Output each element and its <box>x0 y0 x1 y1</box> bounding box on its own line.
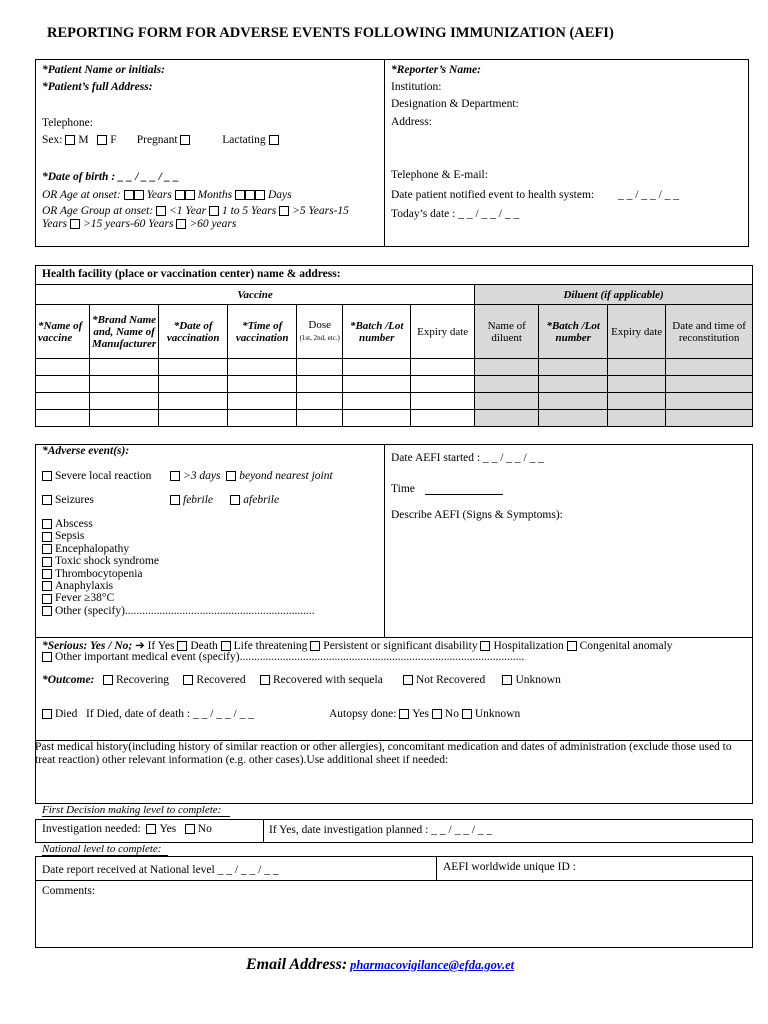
national-row-divider <box>35 880 753 881</box>
list-item <box>42 530 315 542</box>
facility-label: Health facility (place or vaccination center) name & address: <box>42 268 341 280</box>
died-label: Died <box>55 708 78 720</box>
thrombocytopenia-label: Thrombocytopenia <box>55 567 143 580</box>
beyond-joint-checkbox[interactable] <box>226 471 236 481</box>
unknown-label: Unknown <box>515 674 561 686</box>
serious-label: *Serious: Yes / No; <box>42 640 133 652</box>
death-checkbox[interactable] <box>177 641 187 651</box>
dose-label: Dose <box>308 319 331 331</box>
other-label: Other (specify).................................................................. <box>55 604 315 617</box>
col-time-vaccination: *Time of vaccination <box>228 305 297 359</box>
date-started-label: Date AEFI started : _ _ / _ _ / _ _ <box>391 452 544 464</box>
investigation-no-label: No <box>197 823 212 835</box>
arrow-right-icon: ➔ <box>135 640 145 652</box>
sex-row <box>42 134 282 146</box>
table-cell[interactable] <box>343 393 411 410</box>
national-label: National level to complete: <box>42 843 162 855</box>
age-days-box-3[interactable] <box>255 190 265 200</box>
sex-f-checkbox[interactable] <box>97 135 107 145</box>
sequela-label: Recovered with sequela <box>272 674 383 686</box>
if-yes-label: If Yes <box>147 640 175 652</box>
adverse-heading: *Adverse event(s): <box>42 445 130 457</box>
age-years-box-2[interactable] <box>134 190 144 200</box>
not-recovered-label: Not Recovered <box>415 674 486 686</box>
table-cell[interactable] <box>539 359 608 376</box>
email-label: Email Address: <box>246 956 348 973</box>
investigation-label: Investigation needed: <box>42 823 141 835</box>
death-label: Death <box>190 640 218 652</box>
age-gt15-label: >15 years-60 Years <box>83 218 174 230</box>
table-cell[interactable] <box>297 393 343 410</box>
toxic-shock-checkbox[interactable] <box>42 557 52 567</box>
days-label: Days <box>267 189 292 201</box>
investigation-no-checkbox[interactable] <box>185 824 195 834</box>
list-item <box>42 555 315 567</box>
table-cell[interactable] <box>539 393 608 410</box>
age-gt5-label: >5 Years-15 <box>292 205 349 217</box>
section-divider <box>384 59 385 247</box>
toxic-shock-label: Toxic shock syndrome <box>55 555 159 568</box>
febrile-label: febrile <box>183 494 214 506</box>
table-cell[interactable] <box>297 376 343 393</box>
investigation-yes-label: Yes <box>159 823 177 835</box>
vaccine-table <box>35 284 753 427</box>
severe-local-label: Severe local reaction <box>55 470 152 482</box>
table-cell[interactable] <box>411 410 475 427</box>
table-cell[interactable] <box>159 410 228 427</box>
table-cell[interactable] <box>36 393 90 410</box>
table-cell[interactable] <box>90 393 159 410</box>
date-notified-field[interactable]: _ _ / _ _ / _ _ <box>618 189 680 201</box>
reporter-name-label: *Reporter’s Name: <box>391 64 481 76</box>
age-onset-row <box>42 189 292 201</box>
other-medical-row <box>42 651 524 663</box>
col-brand-name: *Brand Name and, Name of Manufacturer <box>90 305 159 359</box>
table-cell[interactable] <box>411 359 475 376</box>
febrile-checkbox[interactable] <box>170 495 180 505</box>
autopsy-yes-checkbox[interactable] <box>399 709 409 719</box>
col-date-vaccination: *Date of vaccination <box>159 305 228 359</box>
years-label-2: Years <box>42 218 68 230</box>
table-cell[interactable] <box>411 376 475 393</box>
table-cell[interactable] <box>297 359 343 376</box>
list-item <box>42 568 315 580</box>
sex-m-checkbox[interactable] <box>65 135 75 145</box>
afebrile-checkbox[interactable] <box>230 495 240 505</box>
autopsy-row <box>329 708 520 720</box>
table-cell[interactable] <box>36 410 90 427</box>
first-decision-label: First Decision making level to complete: <box>42 804 222 816</box>
sex-f-label: F <box>110 134 117 146</box>
col-batch-lot: *Batch /Lot number <box>343 305 411 359</box>
age-gt5-checkbox[interactable] <box>279 206 289 216</box>
disability-label: Persistent or significant disability <box>323 640 478 652</box>
thrombocytopenia-checkbox[interactable] <box>42 569 52 579</box>
months-label: Months <box>197 189 233 201</box>
patient-telephone-label: Telephone: <box>42 117 93 129</box>
email-row <box>246 956 514 974</box>
age-gt60-label: >60 years <box>189 218 237 230</box>
table-cell[interactable] <box>343 359 411 376</box>
table-cell[interactable] <box>475 410 539 427</box>
abscess-checkbox[interactable] <box>42 519 52 529</box>
adverse-list <box>42 518 315 617</box>
outcome-row <box>42 674 561 686</box>
age-group-label: OR Age Group at onset: <box>42 205 154 217</box>
table-cell[interactable] <box>475 359 539 376</box>
table-cell[interactable] <box>90 359 159 376</box>
reporter-address-label: Address: <box>391 116 432 128</box>
severe-local-checkbox[interactable] <box>42 471 52 481</box>
institution-label: Institution: <box>391 81 442 93</box>
age-lt1-checkbox[interactable] <box>156 206 166 216</box>
table-cell[interactable] <box>159 376 228 393</box>
life-threatening-checkbox[interactable] <box>221 641 231 651</box>
unique-id-label: AEFI worldwide unique ID : <box>443 861 576 873</box>
table-row <box>36 359 753 376</box>
adverse-divider <box>384 444 385 637</box>
not-recovered-checkbox[interactable] <box>403 675 413 685</box>
table-cell[interactable] <box>36 359 90 376</box>
sepsis-label: Sepsis <box>55 530 85 543</box>
anaphylaxis-checkbox[interactable] <box>42 581 52 591</box>
recovering-label: Recovering <box>116 674 170 686</box>
table-cell[interactable] <box>228 359 297 376</box>
table-cell[interactable] <box>343 376 411 393</box>
list-item <box>42 518 315 530</box>
age-group-row-2 <box>42 218 236 230</box>
date-notified-label: Date patient notified event to health system: <box>391 189 595 201</box>
died-date-label: If Died, date of death : _ _ / _ _ / _ _ <box>85 708 254 720</box>
investigation-planned-label: If Yes, date investigation planned : _ _ / _ _ / _ _ <box>269 824 493 836</box>
vaccine-header: Vaccine <box>36 285 475 305</box>
other-checkbox[interactable] <box>42 606 52 616</box>
table-cell[interactable] <box>228 376 297 393</box>
autopsy-no-label: No <box>444 708 459 720</box>
table-cell[interactable] <box>666 410 753 427</box>
disability-checkbox[interactable] <box>310 641 320 651</box>
table-row <box>36 393 753 410</box>
time-field[interactable] <box>425 494 503 495</box>
died-checkbox[interactable] <box>42 709 52 719</box>
life-threatening-label: Life threatening <box>233 640 308 652</box>
other-medical-label: Other important medical event (specify)................................................................................................... <box>55 651 525 663</box>
gt3days-row <box>170 470 333 482</box>
gt3days-checkbox[interactable] <box>170 471 180 481</box>
table-row <box>36 410 753 427</box>
table-row <box>36 376 753 393</box>
describe-label: Describe AEFI (Signs & Symptoms): <box>391 509 563 521</box>
age-lt1-label: <1 Year <box>169 205 207 217</box>
severe-local-row <box>42 470 151 482</box>
outcome-label: *Outcome: <box>42 674 95 686</box>
encephalopathy-checkbox[interactable] <box>42 544 52 554</box>
dose-sub-label: (1st, 2nd, etc.) <box>299 334 340 342</box>
col-dose <box>297 305 343 359</box>
comments-label: Comments: <box>42 885 96 897</box>
col-diluent-name: Name of diluent <box>475 305 539 359</box>
seizures-label: Seizures <box>55 494 94 506</box>
autopsy-unknown-checkbox[interactable] <box>462 709 472 719</box>
table-cell[interactable] <box>608 359 666 376</box>
age-days-box-1[interactable] <box>235 190 245 200</box>
congenital-checkbox[interactable] <box>567 641 577 651</box>
hospitalization-checkbox[interactable] <box>480 641 490 651</box>
age-months-box-1[interactable] <box>175 190 185 200</box>
table-cell[interactable] <box>666 376 753 393</box>
investigation-yes-checkbox[interactable] <box>146 824 156 834</box>
unknown-checkbox[interactable] <box>502 675 512 685</box>
patient-name-label: *Patient Name or initials: <box>42 64 165 76</box>
col-diluent-batch: *Batch /Lot number <box>539 305 608 359</box>
fever-label: Fever ≥38°C <box>55 592 115 605</box>
autopsy-unknown-label: Unknown <box>474 708 521 720</box>
age-1to5-label: 1 to 5 Years <box>221 205 277 217</box>
autopsy-no-checkbox[interactable] <box>432 709 442 719</box>
table-cell[interactable] <box>411 393 475 410</box>
col-diluent-expiry: Expiry date <box>608 305 666 359</box>
table-cell[interactable] <box>666 393 753 410</box>
age-years-box-1[interactable] <box>124 190 134 200</box>
recovered-label: Recovered <box>196 674 246 686</box>
other-medical-checkbox[interactable] <box>42 652 52 662</box>
table-cell[interactable] <box>475 376 539 393</box>
table-cell[interactable] <box>90 376 159 393</box>
age-months-box-2[interactable] <box>185 190 195 200</box>
recovered-checkbox[interactable] <box>183 675 193 685</box>
age-onset-label: OR Age at onset: <box>42 189 121 201</box>
today-date-label: Today’s date : _ _ / _ _ / _ _ <box>391 208 520 220</box>
time-label: Time <box>391 483 415 495</box>
list-item <box>42 605 315 617</box>
encephalopathy-label: Encephalopathy <box>55 542 130 555</box>
table-cell[interactable] <box>343 410 411 427</box>
email-link[interactable]: pharmacovigilance@efda.gov.et <box>350 958 515 972</box>
sex-label: Sex: <box>42 134 63 146</box>
afebrile-label: afebrile <box>243 494 280 506</box>
age-group-row <box>42 205 349 217</box>
lactating-checkbox[interactable] <box>269 135 279 145</box>
national-col-divider <box>436 856 437 880</box>
died-row <box>42 708 254 720</box>
autopsy-label: Autopsy done: <box>329 708 397 720</box>
table-cell[interactable] <box>159 393 228 410</box>
col-reconstitution: Date and time of reconstitution <box>666 305 753 359</box>
table-cell[interactable] <box>608 376 666 393</box>
date-received-label: Date report received at National level _ _ / _ _ / _ _ <box>42 864 279 876</box>
investigation-divider <box>263 819 264 843</box>
dob-label: *Date of birth : _ _ / _ _ / _ _ <box>42 171 180 183</box>
past-history-label: Past medical history(including history of similar reaction or other allergies), concomitant medication and dates of administration (exclude those used to treat reaction) other relevant information (e.g. other cases).Use additional sheet if needed: <box>35 741 732 766</box>
age-gt60-checkbox[interactable] <box>176 219 186 229</box>
age-1to5-checkbox[interactable] <box>209 206 219 216</box>
diluent-header: Diluent (if applicable) <box>475 285 753 305</box>
congenital-label: Congenital anomaly <box>579 640 673 652</box>
age-days-box-2[interactable] <box>245 190 255 200</box>
lactating-label: Lactating <box>222 134 266 146</box>
table-cell[interactable] <box>36 376 90 393</box>
table-cell[interactable] <box>228 393 297 410</box>
list-item <box>42 592 315 604</box>
table-cell[interactable] <box>159 359 228 376</box>
table-cell[interactable] <box>608 410 666 427</box>
autopsy-yes-label: Yes <box>412 708 430 720</box>
pregnant-label: Pregnant <box>136 134 178 146</box>
abscess-label: Abscess <box>55 518 93 530</box>
table-cell[interactable] <box>297 410 343 427</box>
febrile-row <box>170 494 279 506</box>
reporter-telephone-label: Telephone & E-mail: <box>391 169 488 181</box>
years-label: Years <box>146 189 172 201</box>
beyond-joint-label: beyond nearest joint <box>239 470 333 482</box>
table-cell[interactable] <box>666 359 753 376</box>
table-cell[interactable] <box>539 410 608 427</box>
col-vaccine-name: *Name of vaccine <box>36 305 90 359</box>
sex-m-label: M <box>78 134 89 146</box>
form-title: REPORTING FORM FOR ADVERSE EVENTS FOLLOWING IMMUNIZATION (AEFI) <box>47 25 614 41</box>
investigation-needed-row <box>42 823 212 835</box>
designation-label: Designation & Department: <box>391 98 519 110</box>
seizures-row <box>42 494 94 506</box>
hospitalization-label: Hospitalization <box>493 640 564 652</box>
table-cell[interactable] <box>539 376 608 393</box>
serious-row <box>42 638 673 652</box>
table-cell[interactable] <box>608 393 666 410</box>
patient-address-label: *Patient’s full Address: <box>42 81 153 93</box>
fever-checkbox[interactable] <box>42 594 52 604</box>
sepsis-checkbox[interactable] <box>42 532 52 542</box>
list-item <box>42 543 315 555</box>
table-cell[interactable] <box>90 410 159 427</box>
anaphylaxis-label: Anaphylaxis <box>55 580 114 593</box>
sequela-checkbox[interactable] <box>260 675 270 685</box>
pregnant-checkbox[interactable] <box>180 135 190 145</box>
seizures-checkbox[interactable] <box>42 495 52 505</box>
table-cell[interactable] <box>475 393 539 410</box>
list-item <box>42 580 315 592</box>
gt3days-label: >3 days <box>183 470 221 482</box>
first-decision-underline <box>42 816 230 817</box>
recovering-checkbox[interactable] <box>103 675 113 685</box>
col-expiry: Expiry date <box>411 305 475 359</box>
table-cell[interactable] <box>228 410 297 427</box>
age-gt15-checkbox[interactable] <box>70 219 80 229</box>
